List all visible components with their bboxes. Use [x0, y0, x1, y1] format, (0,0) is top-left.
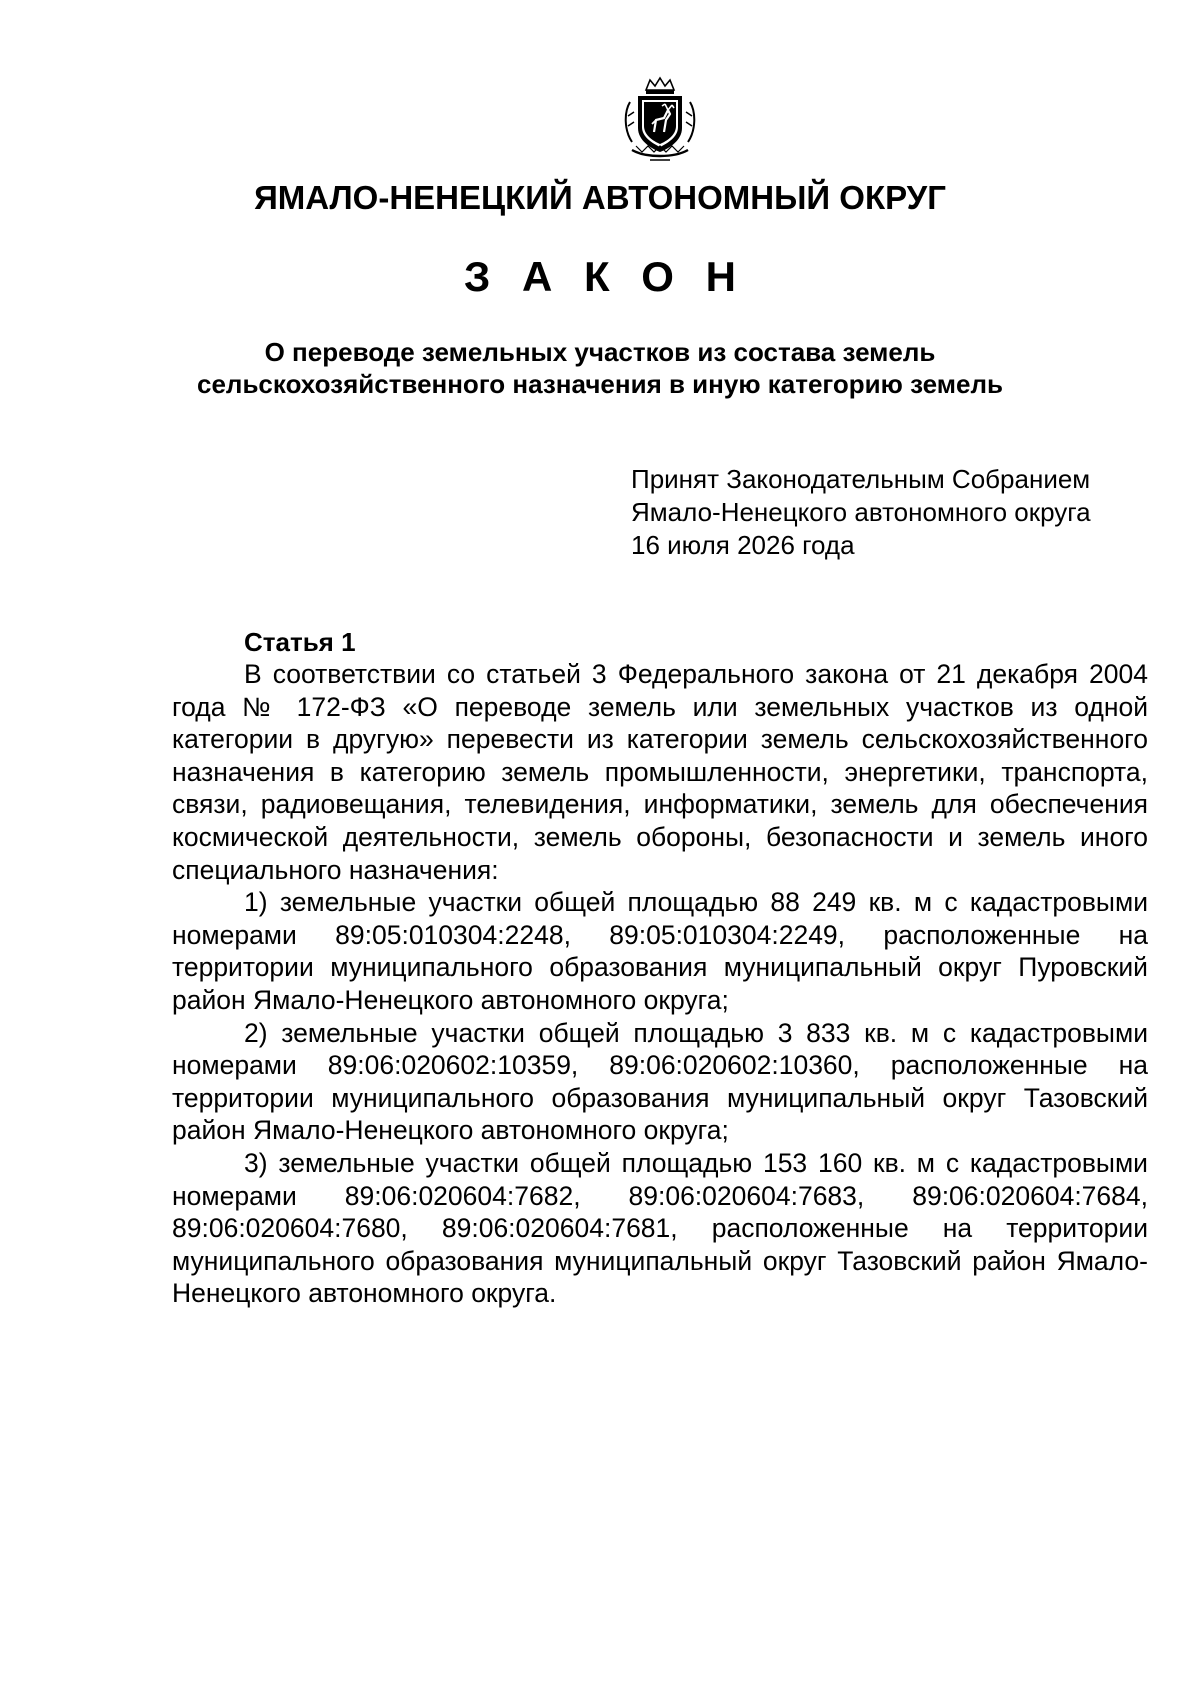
article-paragraph: 1) земельные участки общей площадью 88 249 кв. м с кадастровыми номерами 89:05:010304:2248, 89:05:010304:2249, расположенные на территории муниципального образования муниципальный округ Пуровский район Ямало-Ненецкого автономного округа; — [172, 887, 1148, 1015]
document-type: З А К О Н — [464, 253, 746, 300]
region-name: ЯМАЛО-НЕНЕЦКИЙ АВТОНОМНЫЙ ОКРУГ — [254, 179, 946, 216]
law-title-line: сельскохозяйственного назначения в иную категорию земель — [197, 369, 1003, 399]
article-body — [172, 658, 1148, 1310]
law-title-line: О переводе земельных участков из состава земель — [264, 337, 936, 367]
adoption-note — [631, 463, 1091, 562]
yamal-coat-of-arms-icon — [620, 76, 700, 162]
adoption-date: 16 июля 2026 года — [631, 530, 855, 560]
law-title — [150, 336, 1050, 400]
article-paragraph: 3) земельные участки общей площадью 153 160 кв. м с кадастровыми номерами 89:06:020604:7682, 89:06:020604:7683, 89:06:020604:7684, 89:06:020604:7680, 89:06:020604:7681, расположенные на территории муниципального образования муниципальный округ Тазовский район Ямало-Ненецкого автономного округа. — [172, 1147, 1148, 1309]
adoption-line: Ямало-Ненецкого автономного округа — [631, 497, 1091, 527]
article-heading: Статья 1 — [244, 627, 356, 657]
adoption-line: Принят Законодательным Собранием — [631, 464, 1091, 494]
article-paragraph: 2) земельные участки общей площадью 3 833 кв. м с кадастровыми номерами 89:06:020602:10359, 89:06:020602:10360, расположенные на территории муниципального образования муниципальный округ Тазовский район Ямало-Ненецкого автономного округа; — [172, 1017, 1148, 1146]
article-paragraph: В соответствии со статьей 3 Федерального закона от 21 декабря 2004 года № 172-ФЗ «О переводе земель или земельных участков из одной категории в другую» перевести из категории земель сельскохозяйственного назначения в категорию земель промышленности, энергетики, транспорта, связи, радиовещания, телевидения, информатики, земель для обеспечения космической деятельности, земель обороны, безопасности и земель иного специального назначения: — [172, 659, 1148, 885]
